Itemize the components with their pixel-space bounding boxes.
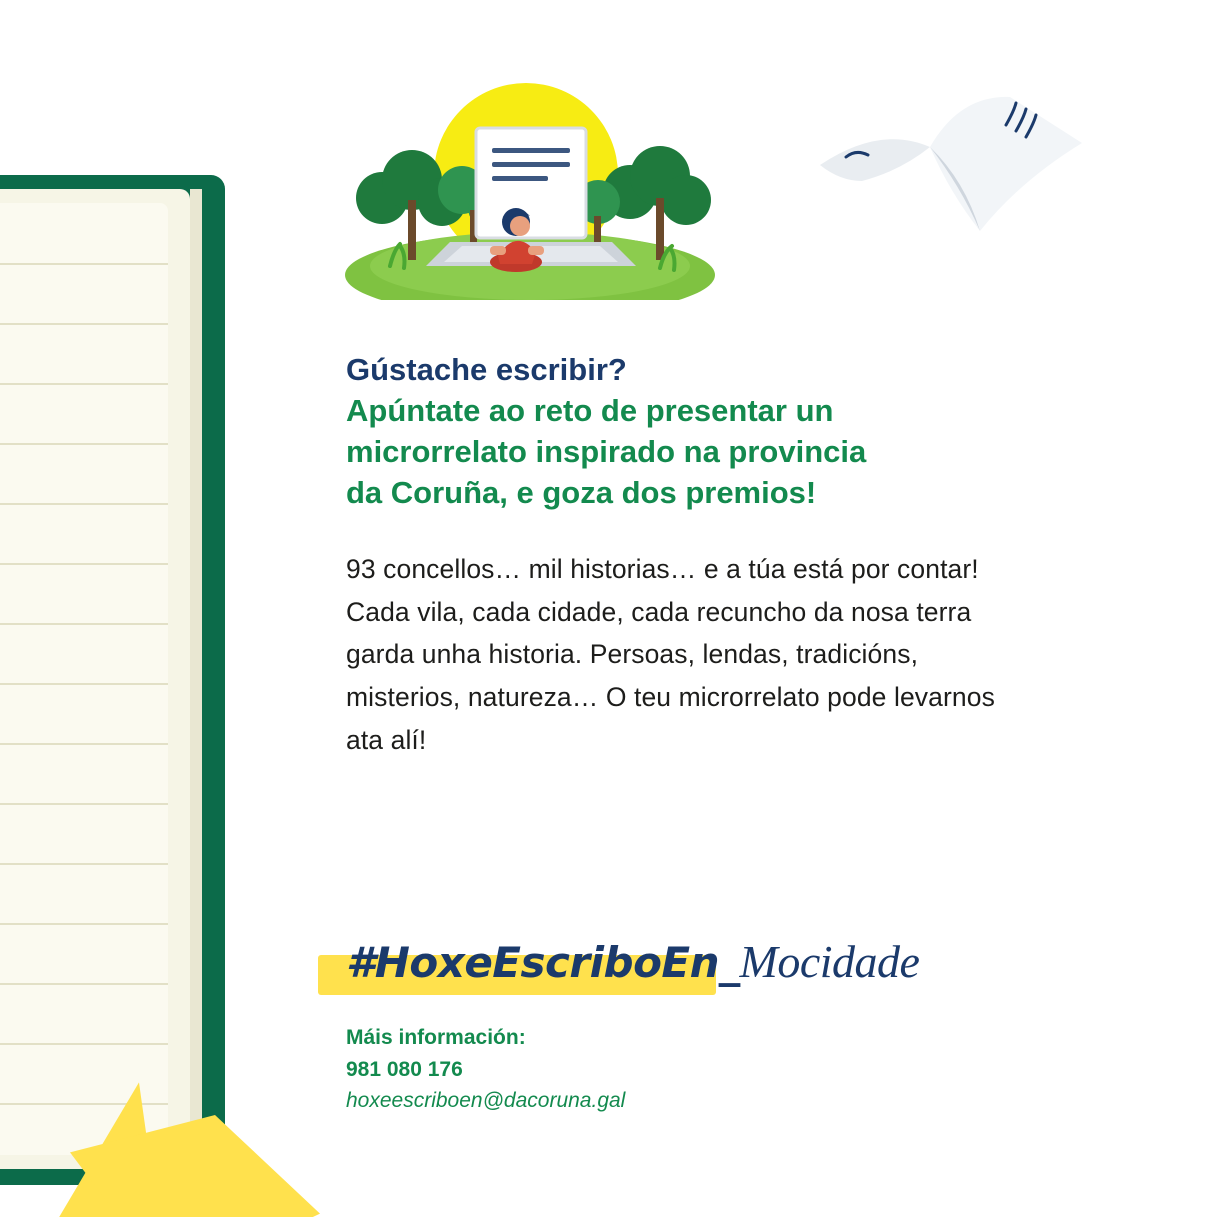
headline-question: Gústache escribir? xyxy=(346,352,627,387)
poster-text-block xyxy=(346,350,1026,762)
contact-label: Máis información: xyxy=(346,1026,526,1049)
contact-email[interactable]: hoxeescriboen@dacoruna.gal xyxy=(346,1089,626,1112)
contact-block xyxy=(346,1022,946,1117)
hashtag-script-part: Mocidade xyxy=(739,936,920,987)
headline-call-line-2: microrrelato inspirado na provincia xyxy=(346,433,867,469)
campaign-hashtag xyxy=(318,935,1018,1005)
yellow-paper-illustration xyxy=(30,1090,330,1217)
notebook-illustration xyxy=(0,175,225,1185)
body-paragraph: 93 concellos… mil historias… e a túa está por contar! Cada vila, cada cidade, cada recuncho da nosa terra garda unha historia. Persoas, lendas, tradicións, misterios, natureza… O teu microrrelato pode levarnos ata alí! xyxy=(346,553,995,756)
page-title xyxy=(346,350,1026,514)
notebook-page-lines xyxy=(0,203,168,1155)
notebook-page xyxy=(0,189,190,1169)
flying-paper-illustration xyxy=(810,85,1100,255)
hashtag-text xyxy=(346,935,919,988)
hashtag-bold-part: #HoxeEscriboEn_ xyxy=(346,938,740,987)
headline-call-line-1: Apúntate ao reto de presentar un xyxy=(346,392,834,428)
headline-call-line-3: da Coruña, e goza dos premios! xyxy=(346,474,817,510)
contact-phone[interactable]: 981 080 176 xyxy=(346,1057,463,1081)
notebook-edge xyxy=(190,189,202,1169)
laptop-in-nature-illustration xyxy=(330,70,730,300)
